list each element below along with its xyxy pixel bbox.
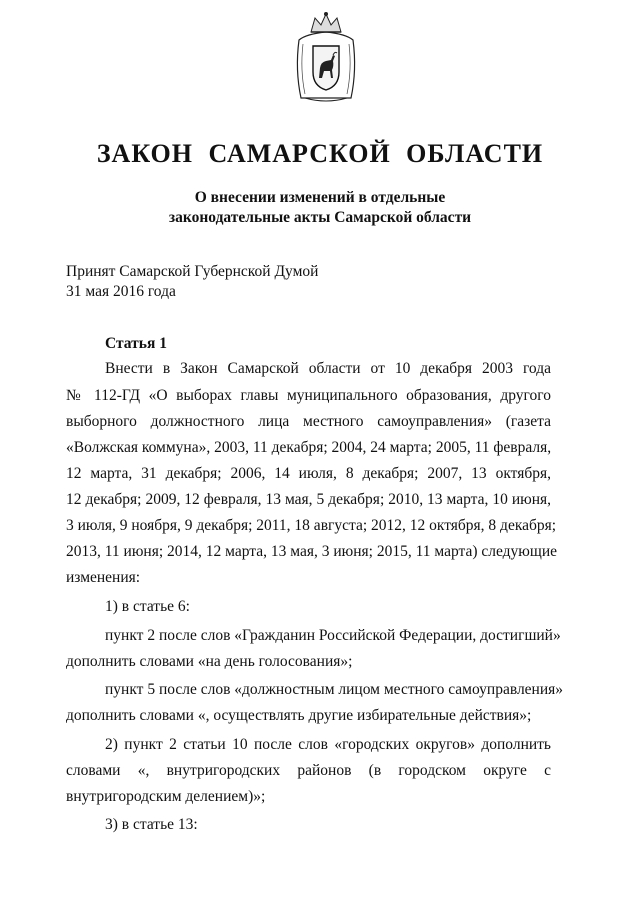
body-line: 1) в статье 6: bbox=[105, 598, 190, 615]
adoption-date: 31 мая 2016 года bbox=[66, 283, 176, 300]
adoption-info bbox=[66, 262, 318, 302]
subtitle-line: законодательные акты Самарской области bbox=[168, 209, 472, 226]
body-line: 3) в статье 13: bbox=[105, 816, 198, 833]
body-line: 3 июля, 9 ноября, 9 декабря; 2011, 18 августа; 2012, 12 октября, 8 декабря; bbox=[66, 517, 557, 534]
adoption-line: Принят Самарской Губернской Думой bbox=[66, 263, 319, 280]
law-subtitle bbox=[0, 188, 640, 228]
body-line: дополнить словами «на день голосования»; bbox=[66, 653, 353, 670]
body-line: изменения: bbox=[66, 569, 141, 586]
body-line: выборного должностного лица местного самоуправления» (газета bbox=[66, 413, 551, 430]
body-line: № 112-ГД «О выборах главы муниципального образования, другого bbox=[66, 387, 551, 404]
body-line: словами «, внутригородских районов (в городском округе с bbox=[66, 762, 551, 779]
law-title: ЗАКОН САМАРСКОЙ ОБЛАСТИ bbox=[96, 139, 544, 168]
body-line: пункт 5 после слов «должностным лицом местного самоуправления» bbox=[105, 681, 564, 698]
article-heading: Статья 1 bbox=[105, 335, 167, 352]
body-line: пункт 2 после слов «Гражданин Российской Федерации, достигший» bbox=[105, 627, 561, 644]
body-line: 2013, 11 июня; 2014, 12 марта, 13 мая, 3 июня; 2015, 11 марта) следующие bbox=[66, 543, 557, 560]
body-line: внутригородским делением)»; bbox=[66, 788, 266, 805]
body-line: 2) пункт 2 статьи 10 после слов «городских округов» дополнить bbox=[105, 736, 551, 753]
body-line: 12 декабря; 2009, 12 февраля, 13 мая, 5 декабря; 2010, 13 марта, 10 июня, bbox=[66, 491, 551, 508]
body-line: «Волжская коммуна», 2003, 11 декабря; 2004, 24 марта; 2005, 11 февраля, bbox=[66, 439, 552, 456]
body-line: 12 марта, 31 декабря; 2006, 14 июля, 8 декабря; 2007, 13 октября, bbox=[66, 465, 551, 482]
coat-of-arms-emblem bbox=[291, 10, 361, 105]
subtitle-line: О внесении изменений в отдельные bbox=[194, 189, 446, 206]
body-line: Внести в Закон Самарской области от 10 декабря 2003 года bbox=[105, 360, 551, 377]
body-line: дополнить словами «, осуществлять другие избирательные действия»; bbox=[66, 707, 532, 724]
